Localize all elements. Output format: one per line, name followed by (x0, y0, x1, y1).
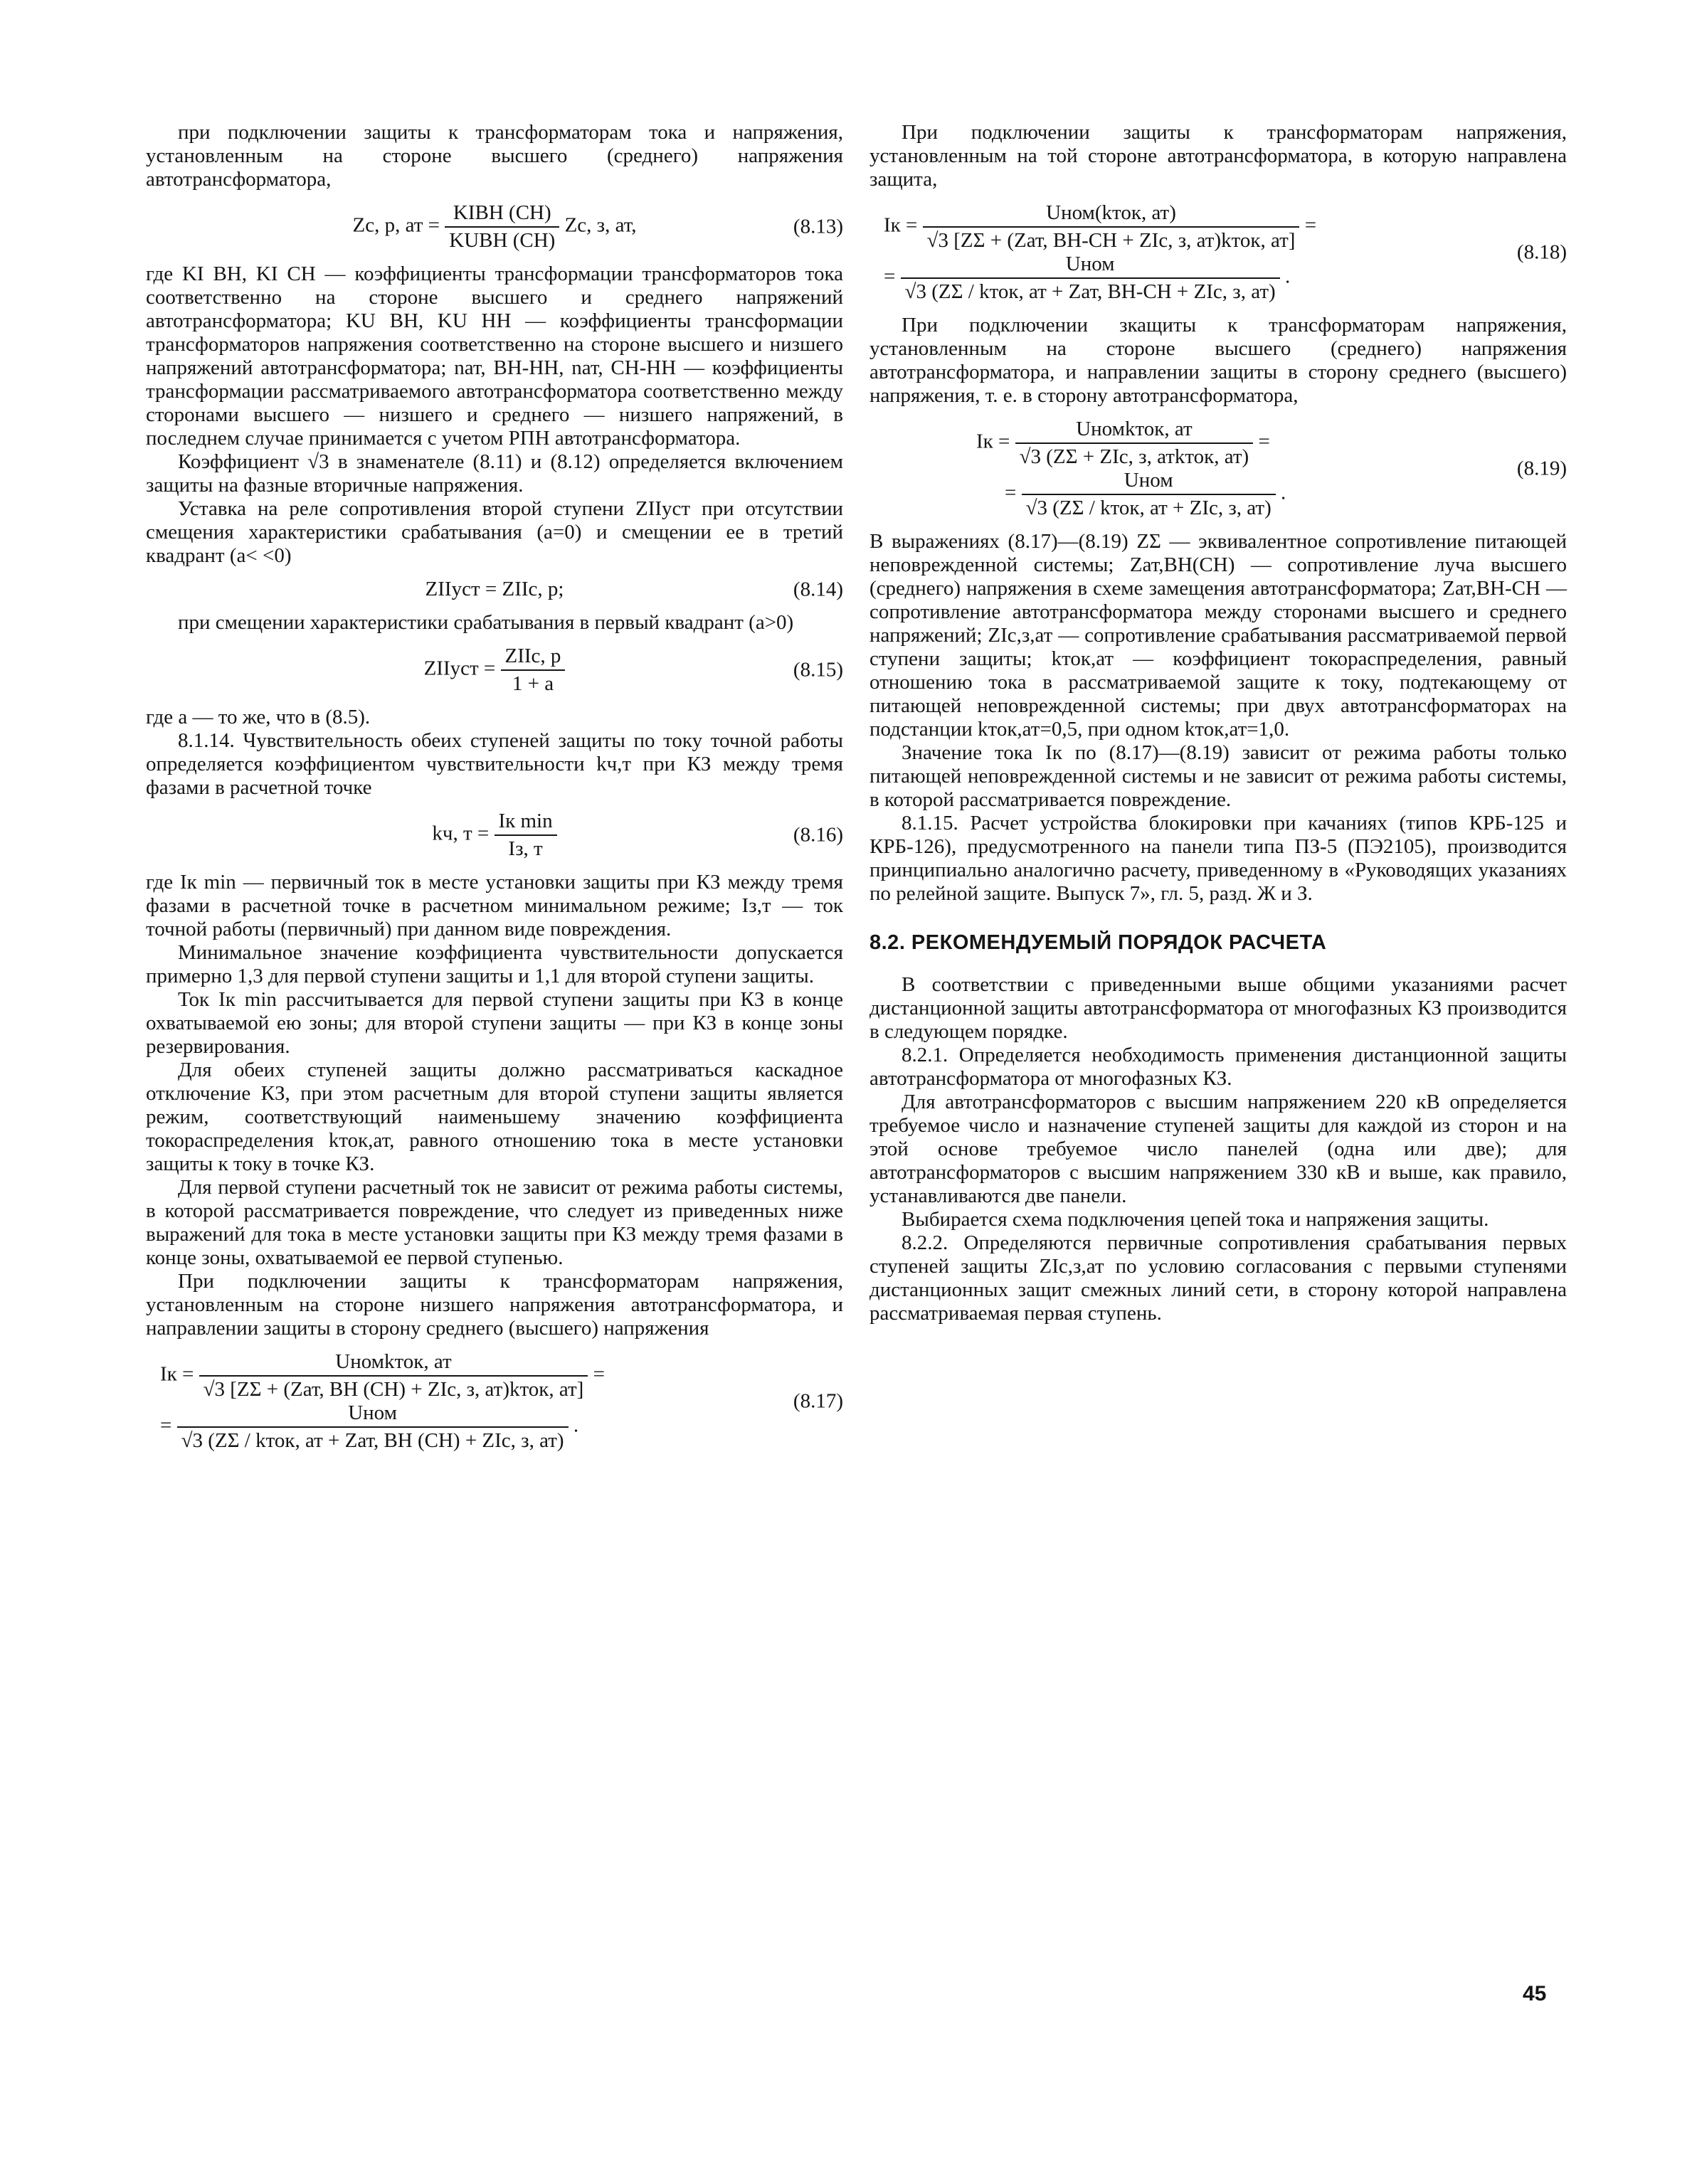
equation-8-13 (146, 201, 843, 253)
paragraph: при смещении характеристики срабатывания в первый квадрант (a>0) (178, 611, 794, 634)
fraction (501, 645, 566, 696)
equation-number: (8.19) (1516, 457, 1567, 480)
paragraph: Ток Iк min рассчитывается для первой ступени защиты при КЗ в конце охватываемой ею зоны; для второй ступени защиты — при КЗ в конце зоны резервирования. (146, 988, 843, 1058)
paragraph: Минимальное значение коэффициента чувствительности допускается примерно 1,3 для первой ступени защиты и 1,1 для второй ступени защиты. (146, 941, 843, 987)
section-heading: 8.2. РЕКОМЕНДУЕМЫЙ ПОРЯДОК РАСЧЕТА (869, 931, 1327, 954)
fraction (495, 810, 557, 861)
eq-lhs: Iк = (884, 213, 918, 237)
fraction-numerator: ZIIс, р (501, 645, 566, 671)
fraction-denominator: √3 (ZΣ / kток, ат + Zат, ВН-СН + ZIс, з, ат) (904, 280, 1276, 303)
fraction-denominator: √3 (ZΣ / kток, ат + ZIс, з, ат) (1025, 497, 1272, 519)
eq-lhs: ZIIуст = (423, 657, 496, 680)
equation-8-16 (146, 810, 843, 861)
eq-lhs: Iк = (976, 430, 1010, 453)
paragraph: Выбирается схема подключения цепей тока и напряжения защиты. (902, 1208, 1489, 1231)
paragraph: Коэффициент √3 в знаменателе (8.11) и (8.12) определяется включением защиты на фазные вторичные напряжения. (146, 450, 843, 497)
fraction-numerator: KIВН (СН) (445, 201, 559, 228)
paragraph: При подключении защиты к трансформаторам напряжения, установленным на той стороне автотрансформатора, в которую направлена защита, (869, 121, 1567, 191)
fraction-numerator: Uномkток, ат (1015, 418, 1254, 444)
equation-8-18 (869, 201, 1567, 304)
paragraph: Для первой ступени расчетный ток не зависит от режима работы системы, в которой рассматривается повреждение, что следует из приведенных ниже выражений для тока в месте установки защиты при КЗ между тремя фазами в конце зоны, охватываемой ее первой ступенью. (146, 1176, 843, 1269)
fraction (1015, 418, 1254, 469)
fraction-denominator: 1 + a (512, 672, 554, 695)
equation-line: Iк = $\frac{\text{Uномkток, ат}}{\text{√3 (ZΣ + ZIс, з, атkток, ат)}}$ = (976, 418, 1270, 468)
page-number: 45 (1523, 1982, 1547, 2005)
fraction-numerator: Uном (901, 253, 1280, 279)
equation-number: (8.18) (1516, 240, 1567, 264)
eq-lhs: Zс, р, ат = (352, 213, 440, 237)
fraction (901, 253, 1280, 304)
fraction-numerator: Uномkток, ат (199, 1350, 588, 1377)
paragraph: 8.2.2. Определяются первичные сопротивления срабатывания первых ступеней защиты ZIс,з,ат по условию согласования с первыми ступенями дистанционных защит смежных линий сети, в сторону которой направлена рассматриваемая первая ступень. (869, 1231, 1567, 1325)
fraction (923, 201, 1300, 253)
paragraph: В выражениях (8.17)—(8.19) ZΣ — эквивалентное сопротивление питающей неповрежденной системы; Zат,ВН(СН) — сопротивление луча высшего (среднего) напряжения в схеме замещения автотрансформатора; Zат,ВН-СН — сопротивление автотрансформатора между сторонами высшего и среднего напряжений; ZIс,з,ат — сопротивление срабатывания рассматриваемой первой ступени защиты; kток,ат — коэффициент токораспределения, равный отношению тока в рассматриваемой защите к току, подтекающему от питающей неповрежденной системы; при двух автотрансформаторах на подстанции kток,ат=0,5, при одном kток,ат=1,0. (869, 530, 1567, 741)
equation-line: = $\frac{\text{Uном}}{\text{√3 (ZΣ / kток, ат + Zат, ВН-СН + ZIс, з, ат)}}$ . (884, 253, 1291, 303)
paragraph: В соответствии с приведенными выше общими указаниями расчет дистанционной защиты автотрансформатора от многофазных КЗ производится в следующем порядке. (869, 973, 1567, 1043)
paragraph: Для обеих ступеней защиты должно рассматриваться каскадное отключение КЗ, при этом расчетным для второй ступени защиты является режим, соответствующий наименьшему значению коэффициента токораспределения kток,ат, равного отношению тока в месте установки защиты к току в точке КЗ. (146, 1059, 843, 1175)
paragraph: При подключении защиты к трансформаторам напряжения, установленным на стороне низшего напряжения автотрансформатора, и направлении защиты в сторону среднего (высшего) напряжения (146, 1270, 843, 1340)
paragraph: 8.1.14. Чувствительность обеих ступеней защиты по току точной работы определяется коэффициентом чувствительности kч,т при КЗ между тремя фазами в расчетной точке (146, 729, 843, 799)
right-column (869, 121, 1567, 1325)
fraction-denominator: √3 [ZΣ + (Zат, ВН-СН + ZIс, з, ат)kток, ат] (926, 229, 1296, 252)
equation-8-19 (869, 418, 1567, 520)
equation-8-15 (146, 645, 843, 696)
equation-line: Iк = $\frac{\text{Uномkток, ат}}{\text{√3 [ZΣ + (Zат, ВН (СН) + ZIс, з, ат)kток, ат]}}$ = (160, 1350, 605, 1401)
paragraph: 8.2.1. Определяется необходимость применения дистанционной защиты автотрансформатора от многофазных КЗ. (869, 1044, 1567, 1090)
equation-number: (8.16) (793, 823, 843, 847)
fraction-numerator: Iк min (495, 810, 557, 836)
equation-line: = $\frac{\text{Uном}}{\text{√3 (ZΣ / kток, ат + Zат, ВН (СН) + ZIс, з, ат)}}$ . (160, 1401, 579, 1452)
fraction-denominator: √3 (ZΣ / kток, ат + Zат, ВН (СН) + ZIс, з, ат) (181, 1429, 564, 1452)
paragraph: Уставка на реле сопротивления второй ступени ZIIуст при отсутствии смещения характеристики срабатывания (a=0) и смещении ее в третий квадрант (a< <0) (146, 497, 843, 567)
paragraph: Для автотрансформаторов с высшим напряжением 220 кВ определяется требуемое число и назначение ступеней защиты для каждой из сторон и на этой основе требуемое число панелей (одна или две); для автотрансформаторов с высшим напряжением 330 кВ и выше, как правило, устанавливаются две панели. (869, 1091, 1567, 1207)
paragraph: где KI ВН, KI СН — коэффициенты трансформации трансформаторов тока соответственно на стороне высшего и среднего напряжений автотрансформатора; KU ВН, KU НН — коэффициенты трансформации трансформаторов напряжения соответственно на стороне высшего и низшего напряжений автотрансформатора; nат, ВН-НН, nат, СН-НН — коэффициенты трансформации рассматриваемого автотрансформатора соответственно между сторонами высшего — низшего и среднего — низшего напряжений, в последнем случае принимается с учетом РПН автотрансформатора. (146, 263, 843, 450)
equation-8-17 (146, 1350, 843, 1453)
eq-rhs: Zс, з, ат, (564, 213, 637, 237)
fraction (445, 201, 559, 253)
left-column (146, 121, 843, 1463)
equation-8-14 (146, 578, 843, 601)
fraction-numerator: Uном (177, 1401, 569, 1428)
fraction (177, 1401, 569, 1453)
eq-lhs: kч, т = (432, 822, 490, 845)
eq-lhs: Iк = (160, 1362, 194, 1386)
paragraph: где a — то же, что в (8.5). (146, 706, 371, 728)
fraction-numerator: Uном (1022, 469, 1276, 495)
fraction-denominator: KUВН (СН) (449, 229, 556, 252)
equation-number: (8.14) (793, 578, 843, 600)
equation-line: Iк = $\frac{\text{Uном(kток, ат)}}{\text{√3 [ZΣ + (Zат, ВН-СН + ZIс, з, ат)kток, ат]}}$ = (884, 201, 1317, 252)
fraction-numerator: Uном(kток, ат) (923, 201, 1300, 228)
equation-number: (8.15) (793, 658, 843, 682)
equation-number: (8.17) (793, 1389, 843, 1413)
fraction-denominator: Iз, т (508, 837, 543, 860)
paragraph: где Iк min — первичный ток в месте установки защиты при КЗ между тремя фазами в расчетной точке в расчетном минимальном режиме; Iз,т — ток точной работы (первичный) при данном виде повреждения. (146, 871, 843, 940)
fraction-denominator: √3 (ZΣ + ZIс, з, атkток, ат) (1019, 445, 1249, 468)
paragraph: При подключении зкащиты к трансформаторам напряжения, установленным на стороне высшего (среднего) напряжения автотрансформатора, и направлении защиты в сторону среднего (высшего) напряжения, т. е. в сторону автотрансформатора, (869, 314, 1567, 407)
paragraph: Значение тока Iк по (8.17)—(8.19) зависит от режима работы только питающей неповрежденной системы и не зависит от режима работы системы, в которой рассматривается повреждение. (869, 741, 1567, 811)
equation-line: = $\frac{\text{Uном}}{\text{√3 (ZΣ / kток, ат + ZIс, з, ат)}}$ . (1005, 469, 1286, 519)
paragraph: при подключении защиты к трансформаторам тока и напряжения, установленным на стороне высшего (среднего) напряжения автотрансформатора, (146, 121, 843, 191)
fraction (1022, 469, 1276, 520)
eq-expression: ZIIуст = ZIIс, р; (425, 578, 564, 600)
fraction-denominator: √3 [ZΣ + (Zат, ВН (СН) + ZIс, з, ат)kток, ат] (203, 1378, 584, 1401)
fraction (199, 1350, 588, 1401)
paragraph: 8.1.15. Расчет устройства блокировки при качаниях (типов КРБ-125 и КРБ-126), предусмотренного на панели типа ПЗ-5 (ПЭ2105), производится принципиально аналогично расчету, приведенному в «Руководящих указаниях по релейной защите. Выпуск 7», гл. 5, разд. Ж и З. (869, 812, 1567, 905)
equation-number: (8.13) (793, 215, 843, 238)
